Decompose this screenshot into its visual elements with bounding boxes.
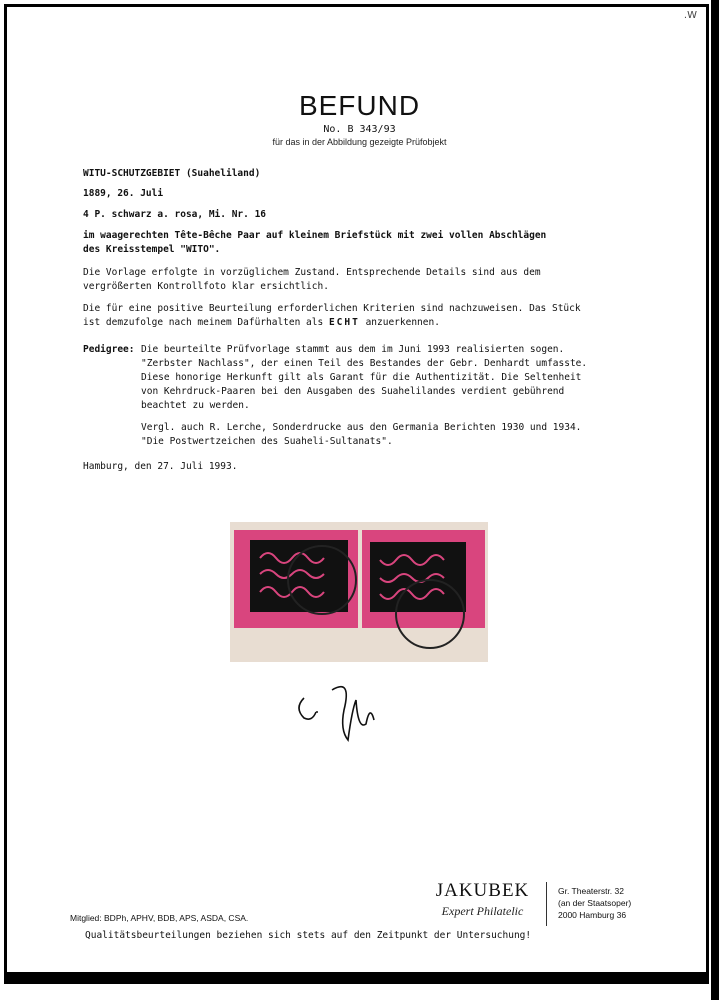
- item-detail-2: des Kreisstempel "WITO".: [83, 244, 221, 255]
- stamp-pair-photo: [230, 522, 488, 662]
- corner-mark: .W: [683, 10, 697, 21]
- logo-tagline: Expert Philatelic: [441, 904, 524, 918]
- footer-note: Qualitätsbeurteilungen beziehen sich stets auf den Zeitpunkt der Untersuchung!: [85, 930, 532, 941]
- pedigree-text: Die beurteilte Prüfvorlage stammt aus dem im Juni 1993 realisierten sogen. "Zerbster Nachlass", der einen Teil des Bestandes der Gebr. Denhardt umfasste. Diese honorige Herkunft gilt als Garant für die Authentizität. Die Seltenheit von Kehrdruck-Paaren bei den Ausgaben des Suahelilandes verdient gebührend beachtet zu werden.: [141, 344, 588, 411]
- pedigree-label: Pedigree:: [83, 344, 135, 355]
- logo-divider: [546, 882, 547, 926]
- signature: [290, 668, 390, 758]
- condition-paragraph: Die Vorlage erfolgte in vorzüglichem Zustand. Entsprechende Details sind aus dem vergrößerten Kontrollfoto klar ersichtlich.: [83, 267, 541, 292]
- page-frame: [4, 4, 709, 984]
- document-title: BEFUND: [298, 90, 421, 121]
- verdict-word: ECHT: [328, 317, 360, 328]
- verdict-paragraph: [83, 302, 603, 330]
- stamp-left-frame: [250, 540, 348, 612]
- certificate-subtitle: für das in der Abbildung gezeigte Prüfobjekt: [272, 137, 447, 147]
- certificate-number: No. B 343/93: [323, 124, 396, 135]
- place-date: Hamburg, den 27. Juli 1993.: [83, 461, 238, 472]
- item-territory: WITU-SCHUTZGEBIET (Suaheliland): [83, 168, 261, 179]
- company-logo: [425, 880, 540, 919]
- stamp-right-frame: [370, 542, 466, 612]
- logo-name: JAKUBEK: [435, 880, 530, 901]
- verdict-text-end: anzuerkennen.: [359, 317, 440, 328]
- address-line-3: 2000 Hamburg 36: [558, 910, 627, 920]
- verdict-text: Die für eine positive Beurteilung erforderlichen Kriterien sind nachzuweisen. Das Stück ist demzufolge nach meinem Dafürhalten als: [83, 303, 581, 328]
- company-address: [558, 885, 631, 921]
- item-date: 1889, 26. Juli: [83, 188, 164, 199]
- pedigree-reference: Vergl. auch R. Lerche, Sonderdrucke aus den Germania Berichten 1930 und 1934. "Die Postwertzeichen des Suaheli-Sultanats".: [141, 422, 582, 447]
- item-detail-1: im waagerechten Tête-Bêche Paar auf kleinem Briefstück mit zwei vollen Abschlägen: [83, 230, 547, 241]
- address-line-1: Gr. Theaterstr. 32: [558, 886, 624, 896]
- scan-edge: [711, 0, 719, 1000]
- membership-line: Mitglied: BDPh, APHV, BDB, APS, ASDA, CSA.: [70, 913, 249, 923]
- address-line-2: (an der Staatsoper): [558, 898, 632, 908]
- item-description: 4 P. schwarz a. rosa, Mi. Nr. 16: [83, 209, 267, 220]
